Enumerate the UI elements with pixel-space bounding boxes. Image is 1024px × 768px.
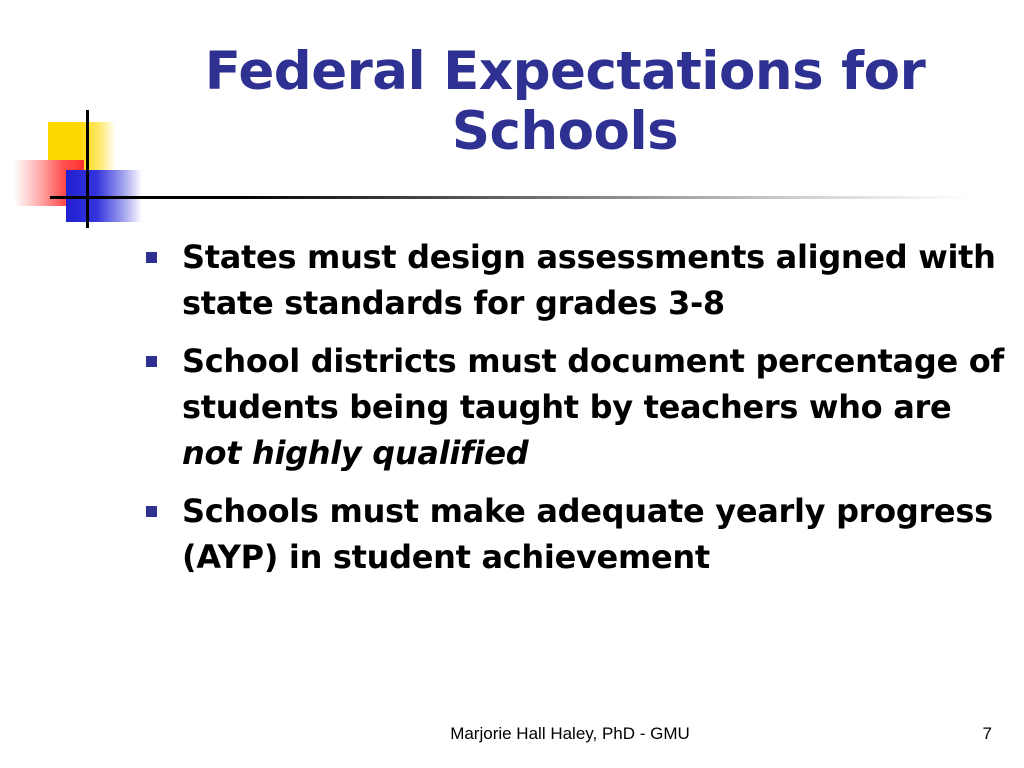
bullet-text: Schools must make adequate yearly progress (AYP) in student achievement — [182, 492, 993, 576]
bullet-item — [140, 338, 1010, 476]
bullet-list — [140, 234, 1010, 592]
bullet-item — [140, 488, 1010, 580]
bullet-emphasis-text: not highly qualified — [182, 434, 529, 472]
square-bullet-icon — [146, 252, 157, 263]
square-bullet-icon — [146, 506, 157, 517]
bullet-text: School districts must document percentage of students being taught by teachers who are — [182, 342, 1005, 426]
square-bullet-icon — [146, 356, 157, 367]
title-divider-line — [50, 196, 970, 199]
bullet-item — [140, 234, 1010, 326]
slide-title — [150, 42, 980, 162]
slide-title-line-1: Federal Expectations for — [204, 41, 926, 102]
logo-vertical-line — [86, 110, 89, 228]
footer-author: Marjorie Hall Haley, PhD - GMU — [450, 724, 690, 743]
bullet-text: States must design assessments aligned with state standards for grades 3-8 — [182, 238, 996, 322]
page-number: 7 — [982, 724, 992, 743]
slide-title-line-2: Schools — [451, 101, 679, 162]
